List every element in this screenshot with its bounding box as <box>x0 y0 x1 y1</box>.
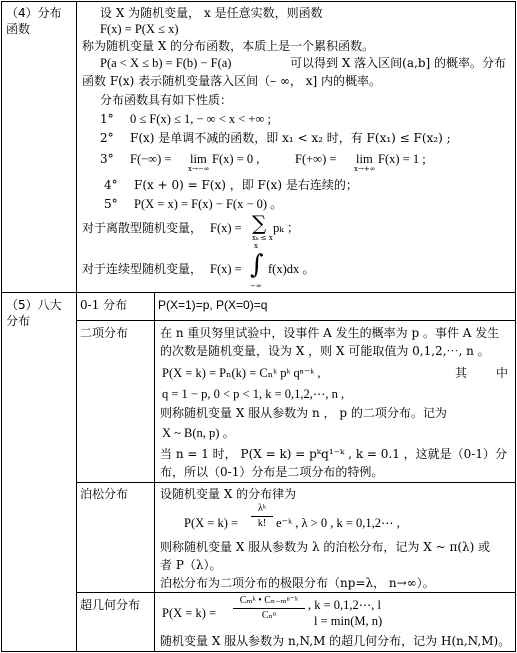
dist-poisson-name: 泊松分布 <box>80 487 129 501</box>
dist-binomial-qi: 其 <box>455 366 468 380</box>
dist-binomial-line6: X ~ B(n, p) 。 <box>162 426 236 440</box>
property-2-number: 2° <box>100 131 114 145</box>
section4-interval-formula: P(a < X ≤ b) = F(b) − F(a) <box>100 56 232 70</box>
section5-heading-line2: 分布 <box>6 314 31 328</box>
property-4-number: 4° <box>104 178 118 192</box>
property-4: F(x + 0) = F(x) ，即 F(x) 是右连续的； <box>134 178 358 192</box>
property-2: F(x) 是单调不减的函数，即 x₁ < x₂ 时，有 F(x₁) ≤ F(x₂) ; <box>130 131 451 145</box>
section4-interval-text2: 函数 F(x) 表示随机变量落入区间（– ∞， x] 内的概率。 <box>82 74 381 88</box>
property-3-number: 3° <box>100 152 114 166</box>
table-column-divider <box>76 1 77 652</box>
row-divider-2 <box>76 482 516 483</box>
row-divider-3 <box>76 592 516 593</box>
dist-hypergeometric-line2: 随机变量 X 服从参数为 n,N,M 的超几何分布，记为 H(n,N,M)。 <box>160 634 511 648</box>
dist-poisson-frac-numerator: λᵏ <box>257 503 266 514</box>
property-3-part-a: F(−∞) = <box>130 152 172 166</box>
continuous-text: 对于连续型随机变量， <box>82 262 203 276</box>
dist-binomial-line5: 则称随机变量 X 服从参数为 n ， p 的二项分布。记为 <box>160 406 447 420</box>
section4-heading-line2: 函数 <box>6 22 31 36</box>
property-5-number: 5° <box>104 197 118 211</box>
section4-interval-text: 可以得到 X 落入区间(a,b] 的概率。分布 <box>290 56 507 70</box>
continuous-formula-lhs: F(x) = <box>210 262 242 276</box>
dist-poisson-line4: 者 P（λ）。 <box>160 558 222 572</box>
property-3-part-d: F(x) = 1 ; <box>378 152 426 166</box>
dist-hypergeometric-formula-rhs2: l = min(M, n) <box>314 614 383 628</box>
discrete-formula-lhs: F(x) = <box>210 221 242 235</box>
dist-binomial-name: 二项分布 <box>80 326 129 340</box>
dist-poisson-line3: 则称随机变量 X 服从参数为 λ 的泊松分布，记为 X ~ π(λ) 或 <box>160 540 491 554</box>
property-3-part-b: F(x) = 0 , <box>212 152 260 166</box>
dist-01-formula: P(X=1)=p, P(X=0)=q <box>158 298 268 312</box>
dist-poisson-frac-bar <box>251 516 273 517</box>
discrete-text: 对于离散型随机变量， <box>82 221 203 235</box>
discrete-sum-symbol: ∑ <box>252 211 267 235</box>
table-border-top <box>1 1 516 2</box>
section4-heading-line1: （4）分布 <box>6 6 62 20</box>
dist-hypergeometric-formula-rhs1: , k = 0,1,2⋯, l <box>308 598 382 612</box>
dist-poisson-formula-rhs: e⁻ᵏ , λ > 0 , k = 0,1,2⋯ , <box>276 516 400 530</box>
dist-poisson-line1: 设随机变量 X 的分布律为 <box>160 487 297 501</box>
property-1-number: 1° <box>100 112 114 126</box>
dist-hypergeometric-formula-lhs: P(X = k) = <box>162 606 217 620</box>
dist-01-name: 0-1 分布 <box>80 298 128 312</box>
continuous-integral-top: x <box>254 242 258 250</box>
dist-binomial-zhong: 中 <box>496 366 509 380</box>
property-3-lim-2-sub: x→+∞ <box>354 165 376 173</box>
dist-poisson-formula-lhs: P(X = k) = <box>184 516 239 530</box>
dist-binomial-line7: 当 n = 1 时， P(X = k) = pᵏq¹⁻ᵏ , k = 0.1 ，这就是（0-1）分 <box>160 447 507 461</box>
dist-binomial-line4: q = 1 − p, 0 < p < 1, k = 0,1,2,⋯, n , <box>162 387 345 401</box>
continuous-formula-rhs: f(x)dx 。 <box>268 262 315 276</box>
property-3-lim-2: lim <box>356 152 373 166</box>
table-border-bottom <box>1 651 516 652</box>
dist-binomial-line8: 布，所以（0-1）分布是二项分布的特例。 <box>160 465 384 479</box>
dist-hypergeometric-frac-numerator: Cₘᵏ • Cₙ₋ₘⁿ⁻ᵏ <box>239 595 299 606</box>
property-3-part-c: F(+∞) = <box>295 152 337 166</box>
dist-binomial-line1: 在 n 重贝努里试验中，设事件 A 发生的概率为 p 。事件 A 发生 <box>160 326 500 340</box>
row-divider-1 <box>76 320 516 321</box>
property-3-lim-1: lim <box>190 152 207 166</box>
property-5: P(X = x) = F(x) − F(x − 0) 。 <box>134 197 283 211</box>
section4-intro: 设 X 为随机变量， x 是任意实数，则函数 <box>100 6 323 20</box>
property-1: 0 ≤ F(x) ≤ 1, − ∞ < x < +∞ ; <box>130 112 271 126</box>
section5-heading-line1: （5）八大 <box>6 298 62 312</box>
dist-hypergeometric-name: 超几何分布 <box>80 598 141 612</box>
dist-binomial-formula: P(X = k) = Pₙ(k) = Cₙᵏ pᵏ qⁿ⁻ᵏ , <box>162 366 321 380</box>
table-border-left <box>1 1 2 652</box>
dist-poisson-frac-denominator: k! <box>257 518 267 529</box>
section4-called: 称为随机变量 X 的分布函数，本质上是一个累积函数。 <box>82 39 375 53</box>
property-3-lim-1-sub: x→−∞ <box>188 165 210 173</box>
discrete-sum-subscript: xₖ ≤ x <box>252 234 273 242</box>
table-border-right <box>515 1 516 652</box>
dist-poisson-line5: 泊松分布为二项分布的极限分布（np=λ， n→∞）。 <box>160 576 435 590</box>
table-border-section-divider <box>1 292 516 293</box>
dist-binomial-line2: 的次数是随机变量，设为 X ，则 X 可能取值为 0,1,2,⋯, n 。 <box>160 344 490 358</box>
table-subcolumn-divider <box>154 292 155 652</box>
section4-props-intro: 分布函数具有如下性质： <box>100 93 233 107</box>
continuous-integral-bottom: −∞ <box>250 282 262 290</box>
dist-hypergeometric-frac-denominator: Cₙⁿ <box>261 610 277 621</box>
dist-hypergeometric-frac-bar <box>233 608 305 609</box>
section4-def-formula: F(x) = P(X ≤ x) <box>100 22 179 36</box>
continuous-integral-symbol: ∫ <box>250 250 264 280</box>
discrete-formula-rhs: pₖ ； <box>273 221 300 235</box>
